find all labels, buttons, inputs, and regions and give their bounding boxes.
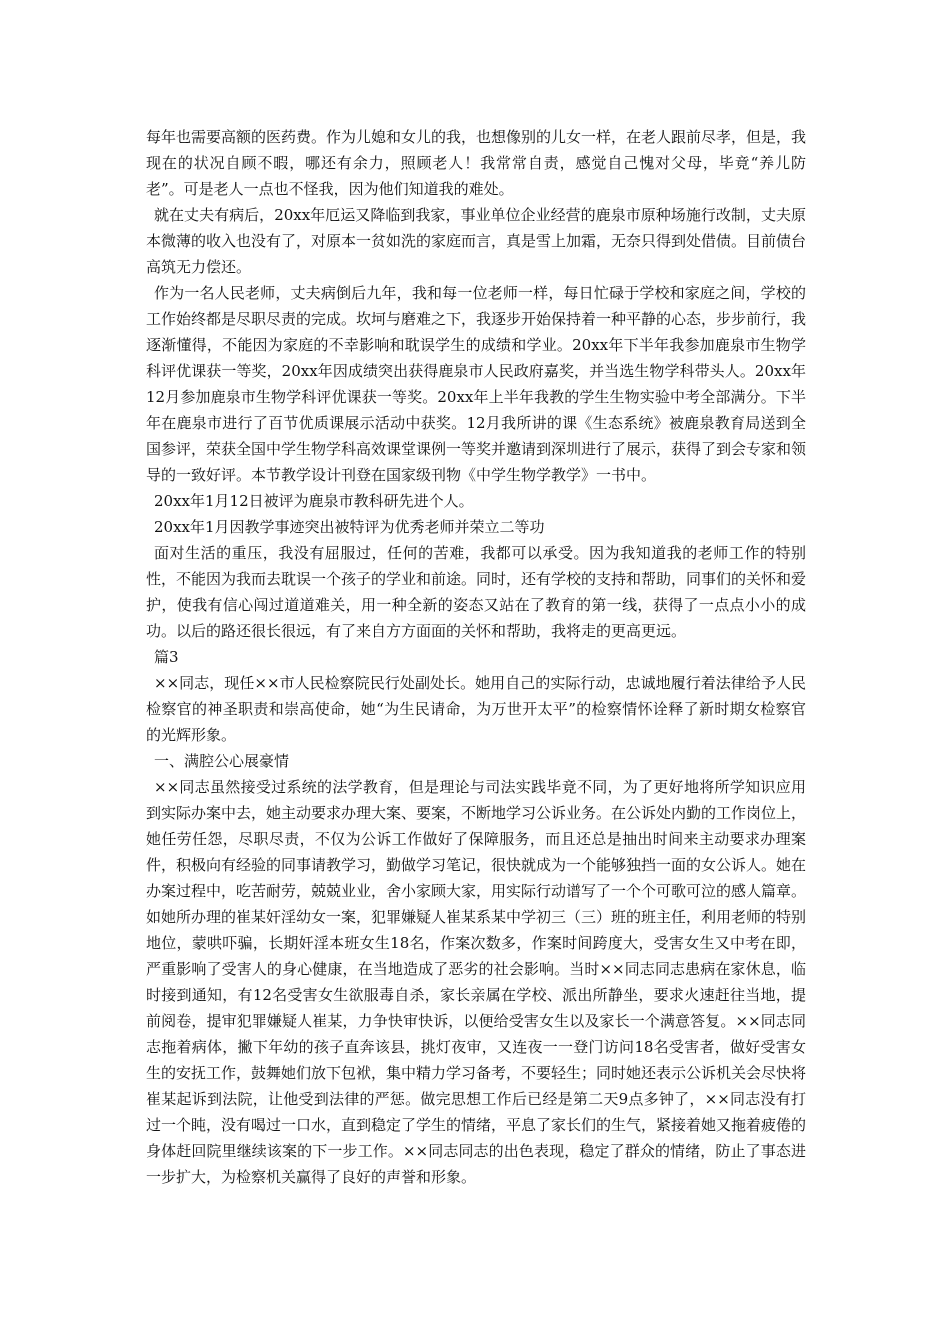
paragraph-4: 20xx年1月12日被评为鹿泉市教科研先进个人。 xyxy=(154,492,474,510)
section-heading-pian3: 篇3 xyxy=(154,648,179,666)
subheading-1: 一、满腔公心展豪情 xyxy=(154,752,290,770)
document-body xyxy=(146,124,806,1190)
paragraph-3: 作为一名人民老师，丈夫病倒后九年，我和每一位老师一样，每日忙碌于学校和家庭之间，学校的工作始终都是尽职尽责的完成。坎坷与磨难之下，我逐步开始保持着一种平静的心态，步步前行，我逐渐懂得，不能因为家庭的不幸影响和耽误学生的成绩和学业。20xx年下半年我参加鹿泉市生物学科评优课获一等奖，20xx年因成绩突出获得鹿泉市人民政府嘉奖，并当选生物学科带头人。20xx年12月参加鹿泉市生物学科评优课获一等奖。20xx年上半年我教的学生生物实验中考全部满分。下半年在鹿泉市进行了百节优质课展示活动中获奖。12月我所讲的课《生态系统》被鹿泉教育局送到全国参评，荣获全国中学生物学科高效课堂课例一等奖并邀请到深圳进行了展示，获得了到会专家和领导的一致好评。本节教学设计刊登在国家级刊物《中学生物学教学》一书中。 xyxy=(146,284,807,484)
paragraph-1: 每年也需要高额的医药费。作为儿媳和女儿的我，也想像别的儿女一样，在老人跟前尽孝，但是，我现在的状况自顾不暇，哪还有余力，照顾老人！我常常自责，感觉自己愧对父母，毕竟“养儿防老”。可是老人一点也不怪我，因为他们知道我的难处。 xyxy=(146,128,807,198)
paragraph-6: 面对生活的重压，我没有屈服过，任何的苦难，我都可以承受。因为我知道我的老师工作的特别性，不能因为我而去耽误一个孩子的学业和前途。同时，还有学校的支持和帮助，同事们的关怀和爱护，使我有信心闯过道道难关，用一种全新的姿态又站在了教育的第一线，获得了一点点小小的成功。以后的路还很长很远，有了来自方方面面的关怀和帮助，我将走的更高更远。 xyxy=(146,544,807,640)
paragraph-2: 就在丈夫有病后，20xx年厄运又降临到我家，事业单位企业经营的鹿泉市原种场施行改制，丈夫原本微薄的收入也没有了，对原本一贫如洗的家庭而言，真是雪上加霜，无奈只得到处借债。目前债台高筑无力偿还。 xyxy=(146,206,807,276)
paragraph-8: ××同志虽然接受过系统的法学教育，但是理论与司法实践毕竟不同，为了更好地将所学知识应用到实际办案中去，她主动要求办理大案、要案，不断地学习公诉业务。在公诉处内勤的工作岗位上，她任劳任怨，尽职尽责，不仅为公诉工作做好了保障服务，而且还总是抽出时间来主动要求办理案件，积极向有经验的同事请教学习，勤做学习笔记，很快就成为一个能够独挡一面的女公诉人。她在办案过程中，吃苦耐劳，兢兢业业，舍小家顾大家，用实际行动谱写了一个个可歌可泣的感人篇章。如她所办理的崔某奸淫幼女一案，犯罪嫌疑人崔某系某中学初三（三）班的班主任，利用老师的特别地位，蒙哄吓骗，长期奸淫本班女生18名，作案次数多，作案时间跨度大，受害女生又中考在即，严重影响了受害人的身心健康，在当地造成了恶劣的社会影响。当时××同志同志患病在家休息，临时接到通知，有12名受害女生欲服毒自杀，家长亲属在学校、派出所静坐，要求火速赶往当地，提前阅卷，提审犯罪嫌疑人崔某，力争快审快诉，以便给受害女生以及家长一个满意答复。××同志同志拖着病体，撇下年幼的孩子直奔该县，挑灯夜审，又连夜一一登门访问18名受害者，做好受害女生的安抚工作，鼓舞她们放下包袱，集中精力学习备考，不要轻生；同时她还表示公诉机关会尽快将崔某起诉到法院，让他受到法律的严惩。做完思想工作后已经是第二天9点多钟了，××同志没有打过一个盹，没有喝过一口水，直到稳定了学生的情绪，平息了家长们的生气，紧接着她又拖着疲倦的身体赶回院里继续该案的下一步工作。××同志同志的出色表现，稳定了群众的情绪，防止了事态进一步扩大，为检察机关赢得了良好的声誉和形象。 xyxy=(146,778,807,1186)
paragraph-7: ××同志，现任××市人民检察院民行处副处长。她用自己的实际行动，忠诚地履行着法律给予人民检察官的神圣职责和崇高使命，她“为生民请命，为万世开太平”的检察情怀诠释了新时期女检察官的光辉形象。 xyxy=(146,674,806,744)
paragraph-5: 20xx年1月因教学事迹突出被特评为优秀老师并荣立二等功 xyxy=(154,518,545,536)
